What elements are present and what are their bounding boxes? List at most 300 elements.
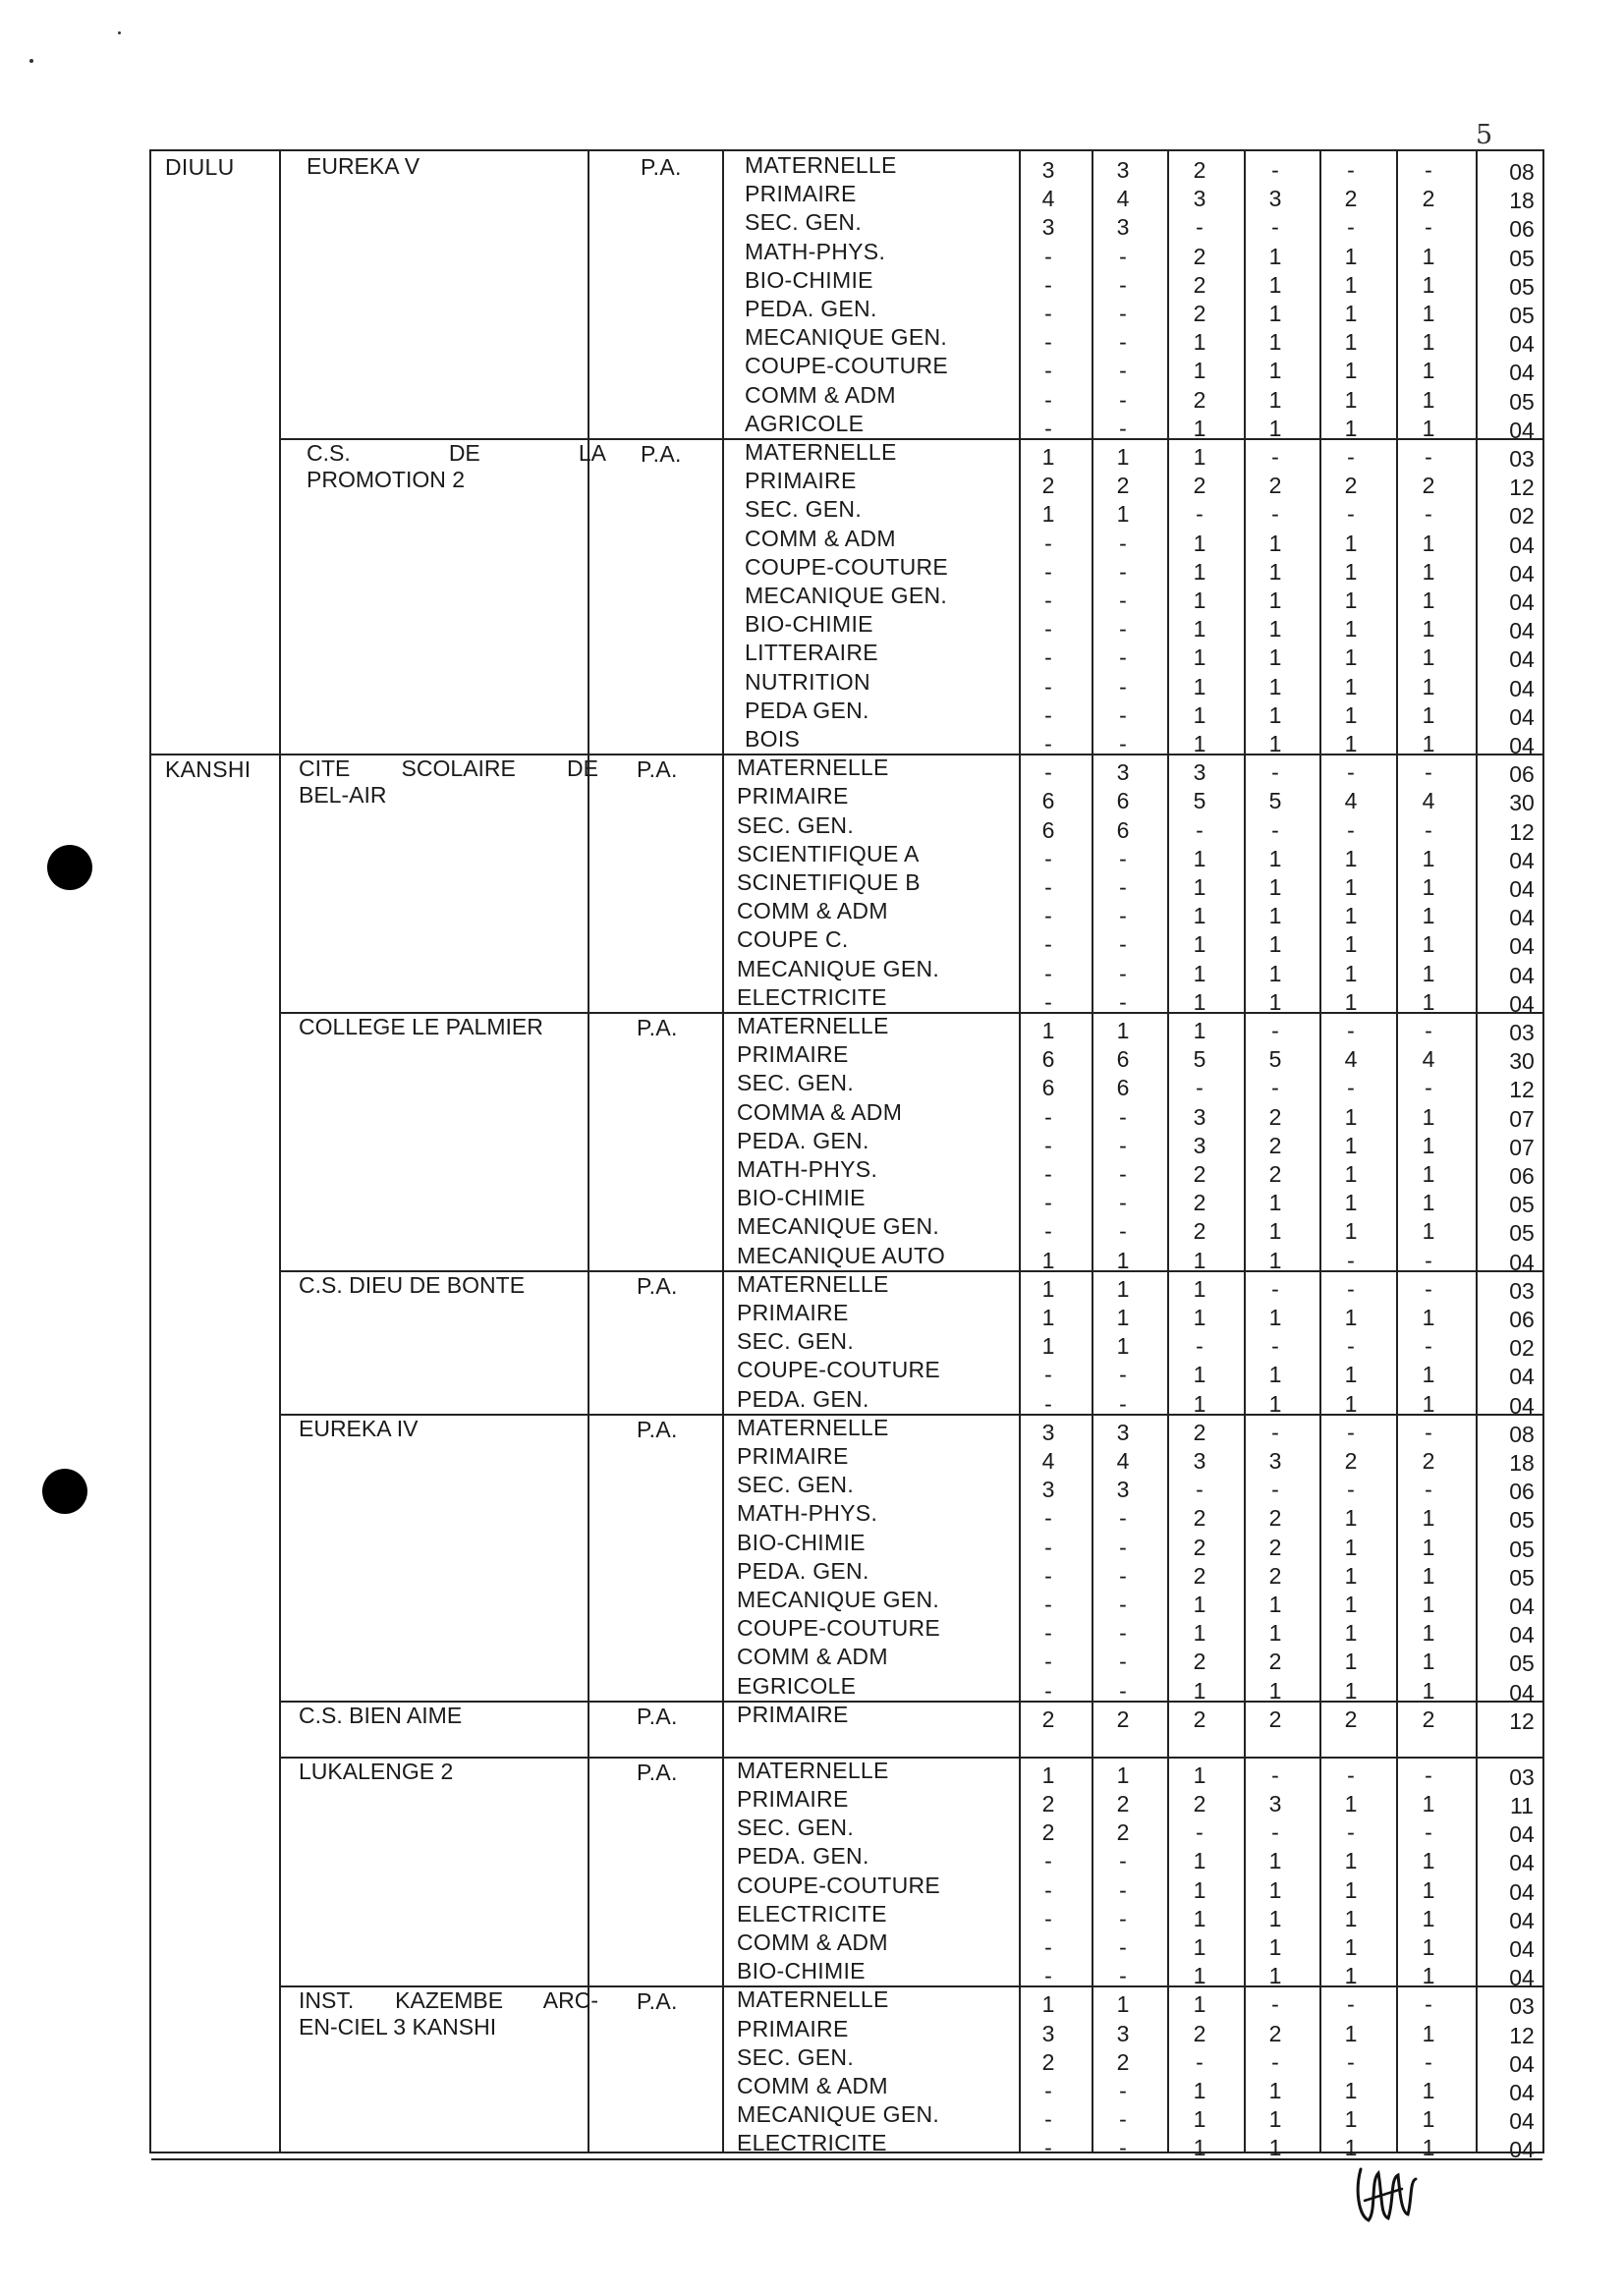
class-count: 1 — [1193, 1592, 1206, 1617]
class-count: 1 — [1422, 845, 1435, 871]
class-count: 3 — [1193, 186, 1206, 212]
district-name: KANSHI — [165, 756, 252, 783]
class-count: - — [1044, 1876, 1052, 1903]
class-count: 1 — [1116, 1275, 1130, 1302]
total-count: 04 — [1509, 1392, 1535, 1419]
school-name-line: CITE SCOLAIRE DE — [299, 755, 598, 782]
class-count: 1 — [1344, 1305, 1358, 1330]
class-count: 3 — [1193, 759, 1206, 786]
option-name: MATERNELLE — [737, 1757, 889, 1783]
class-count: - — [1271, 1991, 1279, 2018]
class-count: - — [1196, 214, 1204, 241]
class-count: 1 — [1422, 301, 1435, 326]
class-count: - — [1044, 1677, 1052, 1704]
class-count: 2 — [1268, 473, 1282, 499]
class-count: 1 — [1193, 673, 1206, 699]
class-count: 1 — [1268, 271, 1282, 298]
class-count: 3 — [1116, 214, 1130, 241]
class-count: - — [1119, 2078, 1127, 2103]
school-name — [307, 153, 606, 180]
total-count: 03 — [1509, 1763, 1535, 1790]
class-count: 5 — [1193, 788, 1206, 814]
total-count: 04 — [1509, 2050, 1535, 2077]
class-count: - — [1347, 1477, 1355, 1503]
class-count: 6 — [1041, 788, 1055, 814]
total-count: 18 — [1509, 1450, 1535, 1476]
option-name: MATERNELLE — [737, 1270, 889, 1297]
class-count: 3 — [1268, 186, 1282, 212]
class-count: 2 — [1268, 1705, 1282, 1732]
class-count: 1 — [1422, 1934, 1435, 1960]
class-count: 1 — [1268, 2135, 1282, 2161]
class-count: - — [1119, 845, 1127, 871]
class-count: 1 — [1268, 988, 1282, 1015]
class-count: - — [1044, 1218, 1052, 1245]
class-count: 2 — [1193, 2020, 1206, 2046]
class-count: 1 — [1268, 587, 1282, 613]
option-name: COUPE-COUTURE — [745, 553, 949, 580]
total-count: 04 — [1509, 331, 1535, 358]
option-name: BIO-CHIMIE — [737, 1529, 866, 1555]
class-count: 1 — [1422, 386, 1435, 413]
option-name: COMM & ADM — [737, 1644, 888, 1670]
class-count: 1 — [1344, 1905, 1358, 1931]
class-count: 1 — [1193, 415, 1206, 441]
class-count: 6 — [1116, 1075, 1130, 1101]
class-count: 2 — [1193, 1190, 1206, 1216]
class-count: 1 — [1344, 243, 1358, 269]
class-count: 1 — [1193, 1934, 1206, 1960]
regime: P.A. — [637, 1759, 678, 1785]
total-count: 12 — [1509, 475, 1535, 501]
class-count: 1 — [1344, 616, 1358, 643]
class-count: 2 — [1193, 301, 1206, 326]
class-count: - — [1425, 759, 1432, 786]
option-name: BOIS — [745, 726, 801, 752]
class-count: 6 — [1116, 788, 1130, 814]
class-count: - — [1347, 1991, 1355, 2018]
class-count: 4 — [1422, 788, 1435, 814]
class-count: 2 — [1193, 157, 1206, 183]
total-count: 04 — [1509, 703, 1535, 730]
class-count: - — [1271, 816, 1279, 843]
class-count: 2 — [1193, 1649, 1206, 1675]
class-count: - — [1044, 759, 1052, 786]
class-count: 4 — [1116, 1448, 1130, 1474]
class-count: - — [1044, 903, 1052, 929]
class-count: 1 — [1268, 845, 1282, 871]
class-count: 1 — [1268, 1934, 1282, 1960]
option-name: MECANIQUE AUTO — [737, 1242, 946, 1268]
class-count: 1 — [1041, 1333, 1055, 1360]
option-name: ELECTRICITE — [737, 2130, 887, 2156]
class-count: 1 — [1422, 415, 1435, 441]
class-count: - — [1425, 1819, 1432, 1846]
total-count: 03 — [1509, 1277, 1535, 1304]
total-count: 12 — [1509, 818, 1535, 845]
class-count: 1 — [1422, 1677, 1435, 1704]
class-count: 2 — [1268, 1161, 1282, 1187]
school-name-line: PROMOTION 2 — [307, 467, 466, 492]
class-count: 1 — [1344, 558, 1358, 585]
class-count: - — [1347, 157, 1355, 183]
class-count: 1 — [1422, 1876, 1435, 1903]
option-name: SCINETIFIQUE B — [737, 869, 921, 895]
class-count: - — [1119, 644, 1127, 671]
class-count: 1 — [1422, 673, 1435, 699]
total-count: 04 — [1509, 1679, 1535, 1705]
total-count: 04 — [1509, 1878, 1535, 1905]
class-count: 6 — [1041, 1046, 1055, 1073]
class-count: - — [1044, 1103, 1052, 1130]
class-count: 4 — [1041, 1448, 1055, 1474]
class-count: - — [1119, 903, 1127, 929]
class-count: - — [1425, 214, 1432, 241]
school-name — [299, 1703, 598, 1729]
total-count: 03 — [1509, 1020, 1535, 1045]
option-name: NUTRITION — [745, 668, 870, 695]
class-count: 4 — [1344, 788, 1358, 814]
punch-hole — [47, 845, 92, 890]
class-count: - — [1196, 1819, 1204, 1846]
school-name — [299, 1272, 598, 1299]
option-name: SEC. GEN. — [737, 1815, 855, 1841]
option-name: MECANIQUE GEN. — [737, 955, 940, 981]
class-count: 2 — [1193, 1534, 1206, 1560]
class-count: - — [1044, 301, 1052, 326]
class-count: - — [1119, 1218, 1127, 1245]
class-count: - — [1119, 701, 1127, 728]
option-name: MATH-PHYS. — [745, 238, 886, 264]
class-count: - — [1044, 415, 1052, 441]
class-count: - — [1119, 1534, 1127, 1560]
option-name: COUPE-COUTURE — [737, 1872, 941, 1898]
class-count: 1 — [1193, 1677, 1206, 1704]
class-count: - — [1425, 1761, 1432, 1788]
class-count: 1 — [1268, 1362, 1282, 1388]
class-count: - — [1119, 587, 1127, 613]
class-count: 1 — [1422, 1649, 1435, 1675]
class-count: 1 — [1422, 903, 1435, 929]
class-count: - — [1044, 271, 1052, 298]
class-count: - — [1044, 731, 1052, 756]
class-count: 1 — [1268, 731, 1282, 756]
class-count: 1 — [1116, 1305, 1130, 1330]
class-count: 1 — [1344, 1620, 1358, 1647]
option-name: COMM & ADM — [745, 381, 896, 408]
class-count: - — [1271, 214, 1279, 241]
class-count: 1 — [1422, 1390, 1435, 1417]
option-name: BIO-CHIMIE — [745, 611, 873, 638]
class-count: 3 — [1268, 1448, 1282, 1474]
class-count: 1 — [1422, 960, 1435, 986]
class-count: 1 — [1344, 530, 1358, 556]
option-name: MATERNELLE — [737, 1986, 889, 2013]
class-count: 1 — [1268, 1848, 1282, 1874]
total-count: 03 — [1509, 1993, 1535, 2020]
class-count: 1 — [1193, 1362, 1206, 1388]
class-count: 2 — [1422, 1705, 1435, 1732]
class-count: - — [1347, 1275, 1355, 1302]
class-count: - — [1044, 2078, 1052, 2103]
total-count: 04 — [1509, 1593, 1535, 1619]
class-count: - — [1119, 386, 1127, 413]
total-count: 30 — [1509, 790, 1535, 816]
option-name: COUPE-COUTURE — [737, 1615, 941, 1642]
total-count: 06 — [1509, 216, 1535, 243]
class-count: 1 — [1422, 1505, 1435, 1532]
class-count: - — [1425, 1419, 1432, 1445]
class-count: - — [1119, 2135, 1127, 2161]
class-count: 1 — [1422, 1963, 1435, 1989]
class-count: 2 — [1193, 1562, 1206, 1589]
class-count: - — [1044, 2106, 1052, 2133]
total-count: 04 — [1509, 531, 1535, 558]
option-name: SEC. GEN. — [737, 2043, 855, 2070]
class-count: 1 — [1268, 386, 1282, 413]
class-count: 1 — [1344, 1791, 1358, 1817]
class-count: - — [1119, 1934, 1127, 1960]
class-count: 1 — [1268, 1876, 1282, 1903]
class-count: - — [1425, 1018, 1432, 1043]
option-name: MATERNELLE — [745, 152, 897, 178]
option-name: MATERNELLE — [737, 755, 889, 781]
school-name-line: BEL-AIR — [299, 782, 387, 809]
class-count: 1 — [1268, 243, 1282, 269]
total-count: 12 — [1509, 1707, 1535, 1734]
class-count: 5 — [1268, 788, 1282, 814]
class-count: 2 — [1422, 473, 1435, 499]
class-count: - — [1044, 960, 1052, 986]
class-count: - — [1425, 816, 1432, 843]
class-count: 1 — [1193, 1848, 1206, 1874]
class-count: 3 — [1041, 1477, 1055, 1503]
class-count: - — [1347, 214, 1355, 241]
total-count: 07 — [1509, 1134, 1535, 1160]
class-count: 1 — [1344, 1362, 1358, 1388]
class-count: - — [1119, 558, 1127, 585]
total-count: 02 — [1509, 503, 1535, 530]
class-count: 1 — [1422, 558, 1435, 585]
class-count: 1 — [1116, 1761, 1130, 1788]
total-count: 04 — [1509, 1965, 1535, 1991]
school-name — [299, 1014, 598, 1040]
class-count: 4 — [1422, 1046, 1435, 1073]
class-count: - — [1347, 501, 1355, 528]
option-name: COMM & ADM — [737, 898, 888, 924]
class-count: 1 — [1344, 2106, 1358, 2133]
class-count: - — [1119, 731, 1127, 756]
class-count: - — [1119, 2106, 1127, 2133]
total-count: 04 — [1509, 2137, 1535, 2163]
option-name: BIO-CHIMIE — [737, 1185, 866, 1211]
class-count: 1 — [1422, 1132, 1435, 1158]
total-count: 11 — [1510, 1793, 1534, 1818]
total-count: 04 — [1509, 646, 1535, 673]
class-count: 1 — [1193, 1390, 1206, 1417]
class-count: 1 — [1422, 1190, 1435, 1216]
class-count: 1 — [1344, 1190, 1358, 1216]
class-count: - — [1271, 1819, 1279, 1846]
class-count: 1 — [1268, 1677, 1282, 1704]
class-count: 1 — [1193, 1905, 1206, 1931]
class-count: 6 — [1116, 1046, 1130, 1073]
option-name: PRIMAIRE — [745, 468, 857, 494]
class-count: 2 — [1422, 1448, 1435, 1474]
class-count: 1 — [1422, 644, 1435, 671]
class-count: 1 — [1268, 2078, 1282, 2103]
school-name-line: EN-CIEL 3 KANSHI — [299, 2014, 497, 2040]
class-count: 1 — [1344, 1934, 1358, 1960]
class-count: 3 — [1041, 1419, 1055, 1445]
class-count: - — [1425, 444, 1432, 470]
option-name: COMM & ADM — [745, 525, 896, 551]
class-count: - — [1044, 1592, 1052, 1617]
class-count: - — [1044, 558, 1052, 585]
school-name-line: COLLEGE LE PALMIER — [299, 1014, 543, 1039]
class-count: 1 — [1268, 358, 1282, 384]
class-count: 2 — [1193, 1218, 1206, 1245]
class-count: 1 — [1344, 2135, 1358, 2161]
class-count: - — [1044, 1963, 1052, 1989]
class-count: 1 — [1193, 1275, 1206, 1302]
class-count: - — [1425, 1247, 1432, 1273]
class-count: 1 — [1268, 903, 1282, 929]
option-name: SCIENTIFIQUE A — [737, 840, 920, 866]
class-count: 3 — [1193, 1448, 1206, 1474]
class-count: 2 — [1268, 2020, 1282, 2046]
school-name — [299, 1416, 598, 1442]
class-count: 1 — [1193, 329, 1206, 356]
class-count: 1 — [1422, 731, 1435, 756]
class-count: - — [1425, 1075, 1432, 1101]
class-count: 2 — [1268, 1649, 1282, 1675]
class-count: 1 — [1422, 530, 1435, 556]
class-count: 1 — [1422, 1534, 1435, 1560]
option-name: PRIMAIRE — [737, 1786, 849, 1812]
class-count: 1 — [1193, 1991, 1206, 2018]
class-count: 1 — [1344, 1103, 1358, 1130]
class-count: - — [1044, 1905, 1052, 1931]
class-count: 1 — [1422, 874, 1435, 900]
class-count: 2 — [1193, 386, 1206, 413]
class-count: 1 — [1344, 358, 1358, 384]
school-name-line: C.S. DE LA — [307, 440, 606, 466]
class-count: - — [1347, 2048, 1355, 2075]
class-count: 2 — [1344, 473, 1358, 499]
class-count: 1 — [1344, 1161, 1358, 1187]
class-count: 1 — [1344, 731, 1358, 756]
class-count: 1 — [1422, 1103, 1435, 1130]
school-name — [307, 440, 606, 493]
school-name-line: INST. KAZEMBE ARC- — [299, 1987, 598, 2014]
total-count: 05 — [1509, 1564, 1535, 1591]
option-name: COUPE-COUTURE — [737, 1357, 941, 1383]
class-count: - — [1425, 501, 1432, 528]
class-count: 1 — [1268, 960, 1282, 986]
class-count: - — [1044, 1534, 1052, 1560]
class-count: - — [1119, 1620, 1127, 1647]
total-count: 04 — [1509, 847, 1535, 873]
class-count: - — [1271, 1333, 1279, 1360]
total-count: 04 — [1509, 560, 1535, 587]
class-count: - — [1119, 1963, 1127, 1989]
class-count: - — [1271, 1275, 1279, 1302]
total-count: 08 — [1509, 1421, 1535, 1447]
class-count: 1 — [1268, 701, 1282, 728]
class-count: 1 — [1268, 1218, 1282, 1245]
class-count: 1 — [1193, 960, 1206, 986]
class-count: - — [1044, 988, 1052, 1015]
class-count: - — [1347, 1075, 1355, 1101]
class-count: - — [1044, 587, 1052, 613]
total-count: 04 — [1509, 933, 1535, 960]
regime: P.A. — [637, 1703, 678, 1729]
col-divider — [1319, 151, 1321, 2152]
total-count: 04 — [1509, 1249, 1535, 1275]
class-count: 1 — [1193, 530, 1206, 556]
class-count: - — [1425, 1477, 1432, 1503]
option-name: COMM & ADM — [737, 1929, 888, 1955]
total-count: 18 — [1509, 188, 1535, 214]
total-count: 08 — [1509, 159, 1535, 185]
class-count: 1 — [1193, 874, 1206, 900]
option-name: PRIMAIRE — [745, 181, 857, 207]
class-count: 2 — [1193, 1791, 1206, 1817]
class-count: 4 — [1116, 186, 1130, 212]
total-count: 04 — [1509, 618, 1535, 644]
class-count: 1 — [1116, 444, 1130, 470]
option-name: PRIMAIRE — [737, 2015, 849, 2041]
class-count: - — [1119, 1562, 1127, 1589]
class-count: 1 — [1268, 558, 1282, 585]
class-count: 1 — [1422, 2135, 1435, 2161]
class-count: - — [1044, 701, 1052, 728]
total-count: 05 — [1509, 245, 1535, 271]
col-divider — [1244, 151, 1246, 2152]
class-count: - — [1271, 1018, 1279, 1043]
class-count: 1 — [1268, 1190, 1282, 1216]
class-count: - — [1119, 1592, 1127, 1617]
class-count: 1 — [1268, 1592, 1282, 1617]
class-count: 3 — [1116, 1477, 1130, 1503]
class-count: - — [1271, 157, 1279, 183]
class-count: 4 — [1344, 1046, 1358, 1073]
class-count: 1 — [1268, 874, 1282, 900]
total-count: 04 — [1509, 675, 1535, 701]
regime: P.A. — [637, 1416, 678, 1442]
class-count: - — [1119, 931, 1127, 958]
regime: P.A. — [641, 154, 682, 180]
class-count: 3 — [1193, 1103, 1206, 1130]
class-count: 1 — [1193, 1963, 1206, 1989]
class-count: 2 — [1344, 1448, 1358, 1474]
class-count: 1 — [1193, 1018, 1206, 1043]
school-name — [299, 1987, 598, 2040]
class-count: - — [1119, 1876, 1127, 1903]
class-count: - — [1425, 1333, 1432, 1360]
class-count: - — [1347, 1018, 1355, 1043]
option-name: MECANIQUE GEN. — [737, 2101, 940, 2128]
class-count: 1 — [1041, 1991, 1055, 2018]
class-count: 1 — [1422, 1161, 1435, 1187]
class-count: 1 — [1344, 1876, 1358, 1903]
class-count: - — [1119, 1848, 1127, 1874]
option-name: MECANIQUE GEN. — [745, 583, 948, 608]
class-count: 3 — [1116, 759, 1130, 786]
class-count: 1 — [1116, 1247, 1130, 1273]
class-count: 1 — [1422, 2106, 1435, 2133]
